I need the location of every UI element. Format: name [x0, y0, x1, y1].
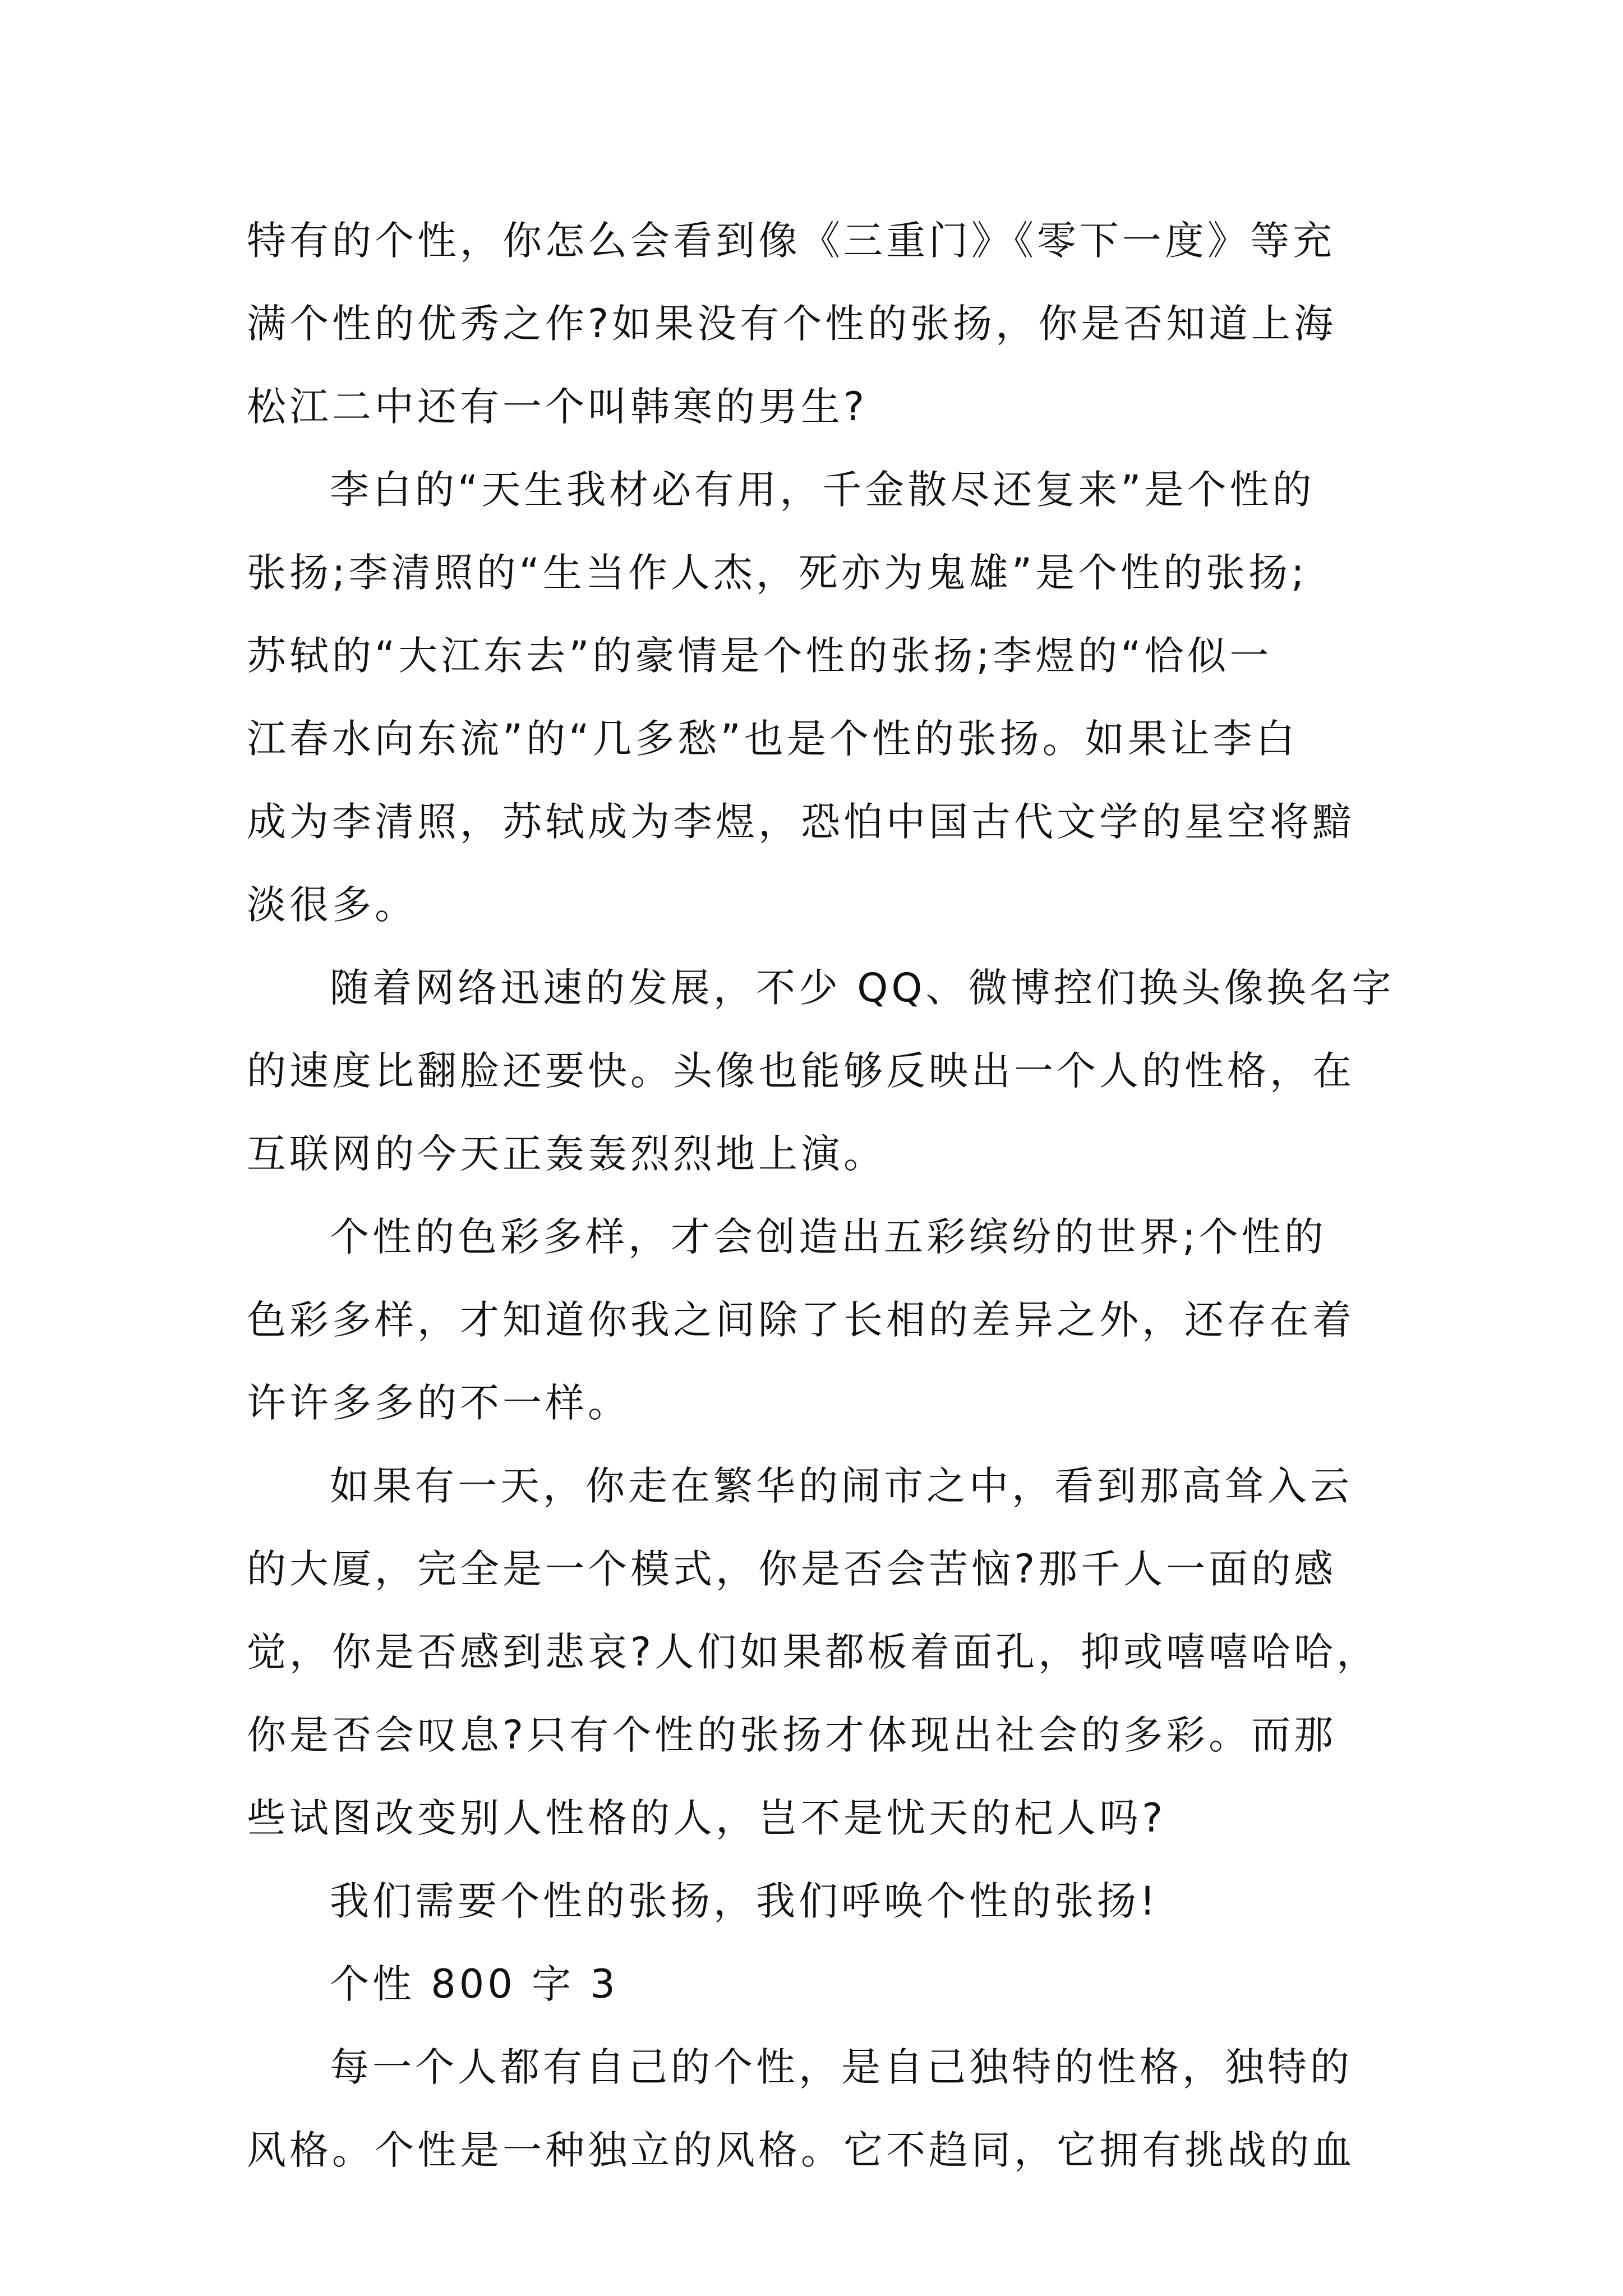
paragraph-2: [247, 448, 1385, 946]
text-line: 淡很多。: [247, 882, 417, 928]
heading-line: 个性 800 字 3: [330, 1961, 619, 2007]
text-line: 江春水向东流”的“几多愁”也是个性的张扬。如果让李白: [247, 716, 1298, 762]
paragraph-3: [247, 946, 1395, 1195]
text-line: 觉，你是否感到悲哀?人们如果都板着面孔，抑或嘻嘻哈哈，: [247, 1629, 1380, 1675]
text-line: 张扬;李清照的“生当作人杰，死亦为鬼雄”是个性的张扬;: [247, 550, 1308, 596]
text-line: 风格。个性是一种独立的风格。它不趋同，它拥有挑战的血: [247, 2127, 1355, 2173]
section-heading: [247, 1943, 1385, 2026]
paragraph-7: [247, 2026, 1385, 2192]
text-line: 特有的个性，你怎么会看到像《三重门》《零下一度》等充: [247, 218, 1335, 264]
document-body: [247, 199, 1395, 2192]
text-line: 互联网的今天正轰轰烈烈地上演。: [247, 1131, 886, 1177]
paragraph-1: [247, 199, 1385, 448]
text-line: 如果有一天，你走在繁华的闹市之中，看到那高耸入云: [330, 1463, 1353, 1509]
text-line: 满个性的优秀之作?如果没有个性的张扬，你是否知道上海: [247, 301, 1337, 347]
text-line: 色彩多样，才知道你我之间除了长相的差异之外，还存在着: [247, 1297, 1355, 1343]
text-line: 苏轼的“大江东去”的豪情是个性的张扬;李煜的“恰似一: [247, 633, 1272, 679]
text-line: 成为李清照，苏轼成为李煜，恐怕中国古代文学的星空将黯: [247, 799, 1355, 845]
paragraph-4: [247, 1195, 1385, 1444]
paragraph-6: [247, 1860, 1385, 1943]
text-line: 随着网络迅速的发展，不少 QQ、微博控们换头像换名字: [330, 965, 1395, 1011]
paragraph-5: [247, 1444, 1385, 1860]
text-line: 的大厦，完全是一个模式，你是否会苦恼?那千人一面的感: [247, 1546, 1337, 1592]
text-line: 我们需要个性的张扬，我们呼唤个性的张扬!: [330, 1878, 1159, 1924]
text-line: 每一个人都有自己的个性，是自己独特的性格，独特的: [330, 2044, 1353, 2090]
text-line: 李白的“天生我材必有用，千金散尽还复来”是个性的: [330, 467, 1315, 513]
text-line: 的速度比翻脸还要快。头像也能够反映出一个人的性格，在: [247, 1048, 1355, 1094]
text-line: 些试图改变别人性格的人，岂不是忧天的杞人吗?: [247, 1795, 1166, 1841]
text-line: 个性的色彩多样，才会创造出五彩缤纷的世界;个性的: [330, 1214, 1327, 1260]
text-line: 许许多多的不一样。: [247, 1380, 630, 1426]
text-line: 你是否会叹息?只有个性的张扬才体现出社会的多彩。而那: [247, 1712, 1337, 1758]
text-line: 松江二中还有一个叫韩寒的男生?: [247, 384, 868, 430]
